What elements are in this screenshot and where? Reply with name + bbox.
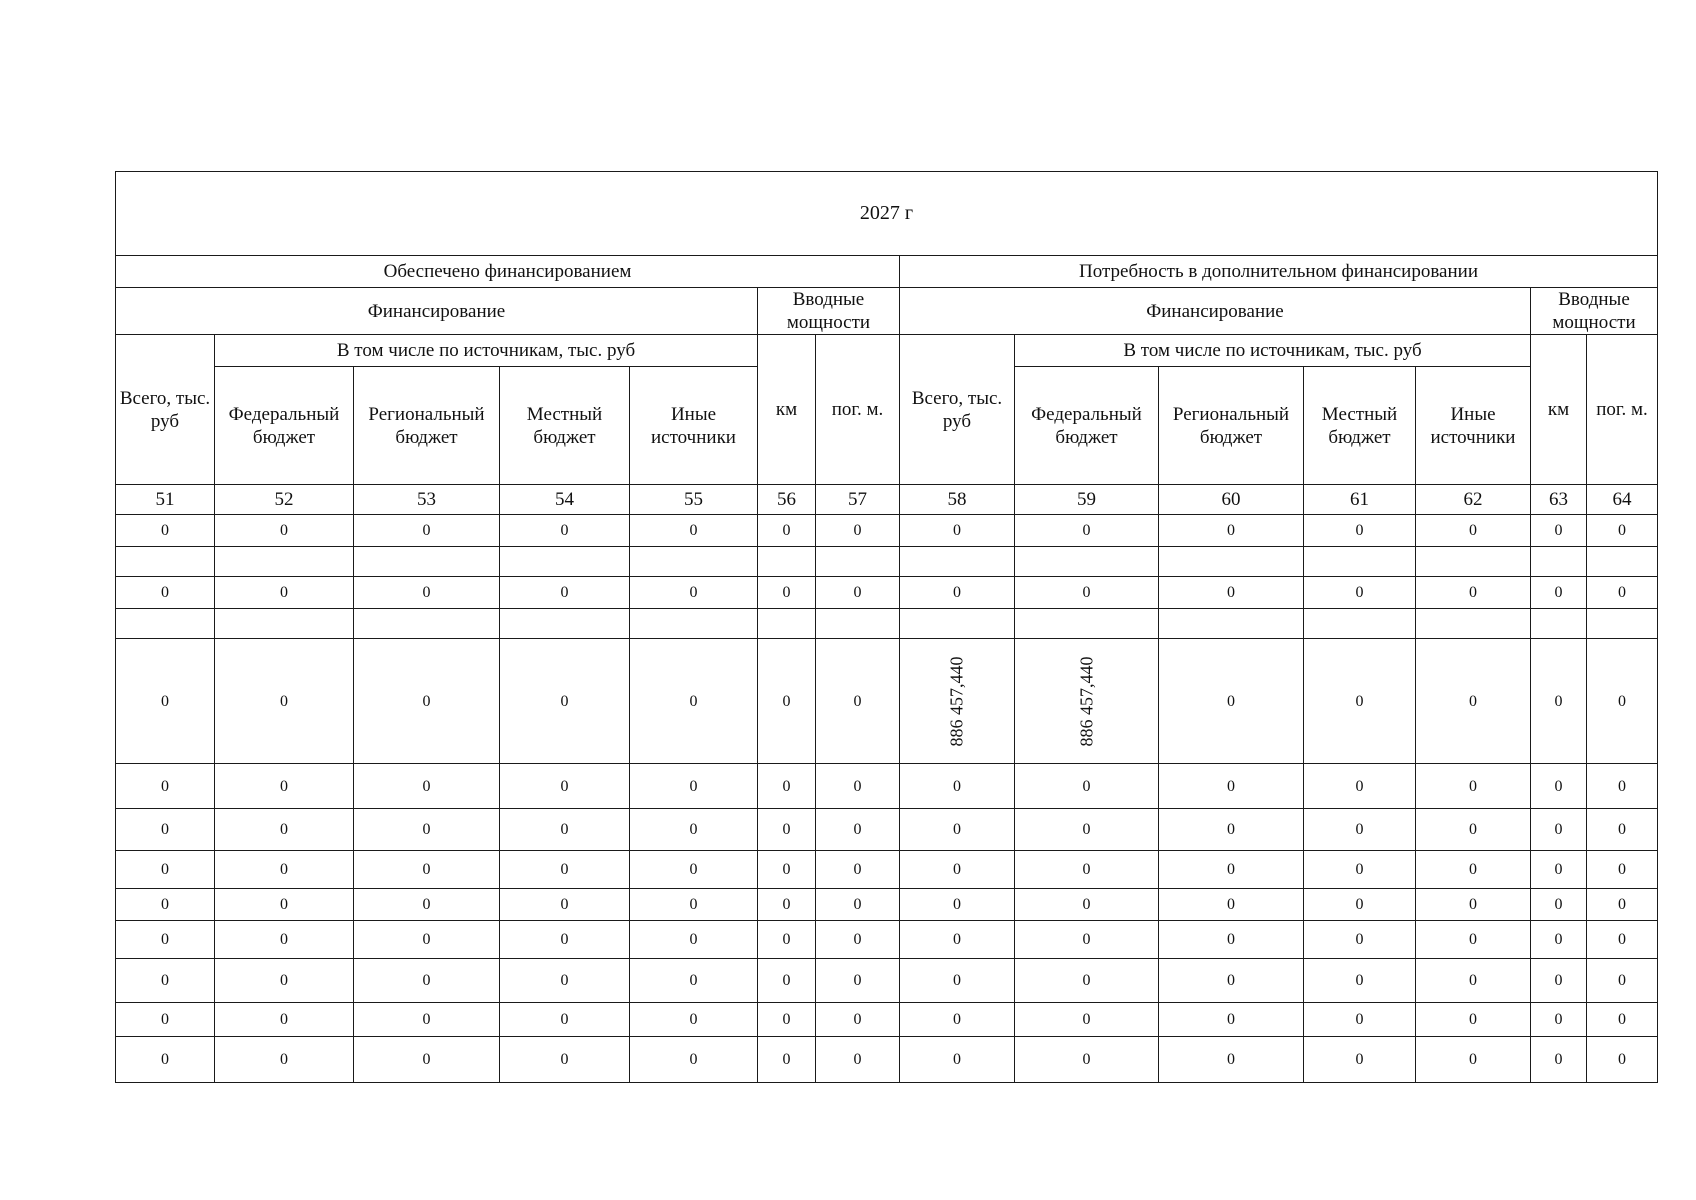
table-cell: 0 — [500, 639, 630, 764]
table-cell: 0 — [215, 639, 354, 764]
table-row — [116, 1037, 1658, 1083]
table-cell: 0 — [758, 921, 816, 959]
table-cell: 0 — [116, 1037, 215, 1083]
col-total-right: Всего, тыс. руб — [900, 335, 1015, 485]
table-cell: 0 — [1531, 959, 1587, 1003]
table-cell: 0 — [116, 577, 215, 609]
table-cell: 0 — [900, 1037, 1015, 1083]
table-cell: 0 — [354, 515, 500, 547]
table-cell — [116, 609, 215, 639]
table-cell: 0 — [1159, 889, 1304, 921]
table-cell — [758, 547, 816, 577]
table-cell: 0 — [758, 1037, 816, 1083]
table-cell: 0 — [1416, 809, 1531, 851]
table-cell: 0 — [1587, 851, 1658, 889]
table-cell: 0 — [354, 809, 500, 851]
table-cell — [900, 609, 1015, 639]
table-cell: 0 — [1531, 851, 1587, 889]
col-total-left: Всего, тыс. руб — [116, 335, 215, 485]
table-cell: 0 — [630, 851, 758, 889]
table-cell: 0 — [116, 515, 215, 547]
table-row — [116, 547, 1658, 577]
table-row — [116, 609, 1658, 639]
table-cell: 0 — [116, 851, 215, 889]
table-cell: 0 — [500, 577, 630, 609]
table-cell — [354, 547, 500, 577]
table-cell — [1531, 609, 1587, 639]
table-cell: 0 — [758, 851, 816, 889]
table-cell — [1015, 547, 1159, 577]
table-row — [116, 921, 1658, 959]
table-cell: 0 — [215, 764, 354, 809]
table-cell: 0 — [758, 764, 816, 809]
col-local-right: Местный бюджет — [1304, 367, 1416, 485]
table-cell: 0 — [816, 809, 900, 851]
table-cell — [816, 609, 900, 639]
col-number: 57 — [816, 485, 900, 515]
table-row — [116, 959, 1658, 1003]
table-cell: 0 — [1015, 889, 1159, 921]
table-cell: 0 — [816, 1037, 900, 1083]
table-cell: 0 — [354, 577, 500, 609]
table-cell: 0 — [816, 959, 900, 1003]
table-cell: 0 — [816, 515, 900, 547]
table-cell: 0 — [1416, 889, 1531, 921]
col-number: 55 — [630, 485, 758, 515]
table-cell: 0 — [1531, 921, 1587, 959]
table-cell: 0 — [1416, 1003, 1531, 1037]
table-cell: 0 — [630, 809, 758, 851]
table-cell: 0 — [1531, 889, 1587, 921]
table-cell: 0 — [1416, 577, 1531, 609]
table-cell: 0 — [1587, 959, 1658, 1003]
table-cell: 0 — [1304, 1037, 1416, 1083]
table-cell: 0 — [116, 764, 215, 809]
table-cell — [215, 547, 354, 577]
financing-table-frame — [115, 171, 1657, 1083]
table-cell: 0 — [1531, 1003, 1587, 1037]
table-cell — [1015, 609, 1159, 639]
table-cell: 0 — [354, 851, 500, 889]
table-cell: 0 — [1015, 1037, 1159, 1083]
table-cell: 0 — [816, 764, 900, 809]
table-cell — [630, 547, 758, 577]
table-cell — [354, 609, 500, 639]
col-pog-m-left: пог. м. — [816, 335, 900, 485]
table-cell: 0 — [1159, 1003, 1304, 1037]
table-cell: 0 — [1015, 1003, 1159, 1037]
table-cell: 0 — [215, 851, 354, 889]
section-secured: Обеспечено финансированием — [116, 256, 900, 288]
table-cell: 0 — [1531, 809, 1587, 851]
table-cell: 0 — [1304, 764, 1416, 809]
table-cell: 0 — [1587, 515, 1658, 547]
table-cell: 0 — [1159, 959, 1304, 1003]
col-km-right: км — [1531, 335, 1587, 485]
table-cell: 0 — [1587, 764, 1658, 809]
table-cell: 0 — [816, 921, 900, 959]
table-cell: 0 — [630, 764, 758, 809]
table-cell: 0 — [215, 1037, 354, 1083]
table-cell: 0 — [1587, 1003, 1658, 1037]
table-cell: 0 — [1015, 577, 1159, 609]
by-sources-left: В том числе по источникам, тыс. руб — [215, 335, 758, 367]
col-number: 58 — [900, 485, 1015, 515]
col-number: 53 — [354, 485, 500, 515]
col-federal-left: Федеральный бюджет — [215, 367, 354, 485]
col-km-left: км — [758, 335, 816, 485]
col-pog-m-right: пог. м. — [1587, 335, 1658, 485]
table-cell — [900, 547, 1015, 577]
table-cell: 0 — [500, 959, 630, 1003]
table-cell: 0 — [1304, 889, 1416, 921]
table-cell: 0 — [1159, 639, 1304, 764]
table-cell: 0 — [630, 959, 758, 1003]
table-cell: 0 — [1159, 577, 1304, 609]
table-cell — [1304, 609, 1416, 639]
table-cell: 0 — [1015, 851, 1159, 889]
column-number-row — [116, 485, 1658, 515]
table-cell: 0 — [1587, 1037, 1658, 1083]
table-cell — [1416, 609, 1531, 639]
table-cell: 0 — [900, 577, 1015, 609]
table-cell: 0 — [1159, 515, 1304, 547]
table-cell: 0 — [354, 1003, 500, 1037]
table-cell — [1159, 609, 1304, 639]
table-cell: 0 — [354, 959, 500, 1003]
table-cell: 0 — [1304, 1003, 1416, 1037]
table-cell: 0 — [1416, 959, 1531, 1003]
table-cell: 0 — [1416, 764, 1531, 809]
table-cell: 0 — [215, 1003, 354, 1037]
col-regional-left: Региональный бюджет — [354, 367, 500, 485]
data-rows — [116, 515, 1658, 1083]
table-cell: 0 — [758, 809, 816, 851]
table-cell: 0 — [116, 1003, 215, 1037]
table-cell — [500, 609, 630, 639]
table-cell: 0 — [1304, 851, 1416, 889]
table-cell: 0 — [500, 1037, 630, 1083]
table-cell: 0 — [1159, 851, 1304, 889]
table-cell: 0 — [354, 764, 500, 809]
table-cell: 0 — [116, 889, 215, 921]
table-cell: 0 — [500, 515, 630, 547]
table-cell: 0 — [500, 851, 630, 889]
section-needed: Потребность в дополнительном финансировании — [900, 256, 1658, 288]
table-cell: 0 — [900, 921, 1015, 959]
table-cell: 0 — [1531, 764, 1587, 809]
table-cell: 0 — [1531, 515, 1587, 547]
table-cell: 0 — [116, 959, 215, 1003]
table-cell: 0 — [900, 889, 1015, 921]
table-cell: 0 — [116, 639, 215, 764]
table-cell: 0 — [816, 577, 900, 609]
table-cell: 0 — [1304, 809, 1416, 851]
table-row — [116, 639, 1658, 764]
table-cell: 0 — [1159, 921, 1304, 959]
table-cell: 0 — [1304, 515, 1416, 547]
table-cell: 0 — [758, 959, 816, 1003]
table-cell — [1015, 639, 1159, 764]
table-cell: 0 — [1587, 577, 1658, 609]
table-cell: 0 — [900, 809, 1015, 851]
table-cell: 0 — [1416, 1037, 1531, 1083]
table-row — [116, 851, 1658, 889]
table-cell: 0 — [354, 1037, 500, 1083]
table-cell: 0 — [758, 639, 816, 764]
table-cell: 0 — [1159, 764, 1304, 809]
table-row — [116, 809, 1658, 851]
col-federal-right: Федеральный бюджет — [1015, 367, 1159, 485]
col-number: 54 — [500, 485, 630, 515]
table-cell: 0 — [630, 639, 758, 764]
table-cell: 0 — [1531, 577, 1587, 609]
table-cell: 0 — [900, 851, 1015, 889]
table-cell — [1587, 609, 1658, 639]
table-cell: 0 — [215, 809, 354, 851]
col-number: 63 — [1531, 485, 1587, 515]
cell-value-vertical: 886 457,440 — [1076, 656, 1096, 746]
financing-table — [115, 171, 1658, 1083]
table-cell — [500, 547, 630, 577]
col-number: 56 — [758, 485, 816, 515]
financing-label-right: Финансирование — [900, 288, 1531, 335]
col-number: 52 — [215, 485, 354, 515]
table-cell: 0 — [1587, 921, 1658, 959]
table-cell: 0 — [215, 921, 354, 959]
table-cell: 0 — [900, 959, 1015, 1003]
table-cell: 0 — [816, 639, 900, 764]
table-cell — [900, 639, 1015, 764]
table-cell: 0 — [1304, 921, 1416, 959]
table-cell: 0 — [1304, 959, 1416, 1003]
table-cell: 0 — [1531, 639, 1587, 764]
table-cell: 0 — [215, 577, 354, 609]
col-number: 61 — [1304, 485, 1416, 515]
financing-label-left: Финансирование — [116, 288, 758, 335]
table-cell: 0 — [1416, 921, 1531, 959]
table-cell: 0 — [1304, 577, 1416, 609]
table-cell: 0 — [1015, 515, 1159, 547]
table-row — [116, 515, 1658, 547]
table-cell: 0 — [816, 889, 900, 921]
table-cell: 0 — [500, 764, 630, 809]
table-cell — [758, 609, 816, 639]
table-cell: 0 — [630, 577, 758, 609]
col-other-right: Иные источники — [1416, 367, 1531, 485]
table-cell: 0 — [1531, 1037, 1587, 1083]
table-cell: 0 — [630, 889, 758, 921]
table-cell: 0 — [1304, 639, 1416, 764]
col-regional-right: Региональный бюджет — [1159, 367, 1304, 485]
table-cell: 0 — [1587, 809, 1658, 851]
col-number: 51 — [116, 485, 215, 515]
table-cell: 0 — [816, 851, 900, 889]
capacity-label-right: Вводные мощности — [1531, 288, 1658, 335]
table-cell: 0 — [1015, 959, 1159, 1003]
col-number: 59 — [1015, 485, 1159, 515]
table-cell: 0 — [500, 889, 630, 921]
table-cell: 0 — [1416, 639, 1531, 764]
table-cell — [1416, 547, 1531, 577]
capacity-label-left: Вводные мощности — [758, 288, 900, 335]
table-cell: 0 — [500, 1003, 630, 1037]
table-cell: 0 — [1015, 764, 1159, 809]
table-row — [116, 1003, 1658, 1037]
table-cell — [1587, 547, 1658, 577]
table-cell: 0 — [354, 639, 500, 764]
table-cell: 0 — [215, 959, 354, 1003]
table-cell: 0 — [900, 764, 1015, 809]
table-cell: 0 — [1015, 921, 1159, 959]
table-cell — [116, 547, 215, 577]
col-number: 60 — [1159, 485, 1304, 515]
table-cell — [215, 609, 354, 639]
table-cell: 0 — [758, 577, 816, 609]
table-cell: 0 — [354, 889, 500, 921]
table-cell: 0 — [116, 809, 215, 851]
table-cell: 0 — [900, 1003, 1015, 1037]
col-number: 64 — [1587, 485, 1658, 515]
table-cell: 0 — [1587, 889, 1658, 921]
table-cell — [630, 609, 758, 639]
table-cell: 0 — [1015, 809, 1159, 851]
table-cell: 0 — [500, 809, 630, 851]
table-cell: 0 — [630, 1037, 758, 1083]
table-cell: 0 — [1587, 639, 1658, 764]
table-row — [116, 764, 1658, 809]
table-row — [116, 889, 1658, 921]
table-cell: 0 — [354, 921, 500, 959]
table-cell — [816, 547, 900, 577]
table-cell: 0 — [758, 889, 816, 921]
table-cell: 0 — [215, 889, 354, 921]
table-cell: 0 — [758, 515, 816, 547]
table-cell: 0 — [816, 1003, 900, 1037]
table-cell: 0 — [500, 921, 630, 959]
col-number: 62 — [1416, 485, 1531, 515]
table-cell: 0 — [116, 921, 215, 959]
table-cell: 0 — [215, 515, 354, 547]
table-cell — [1531, 547, 1587, 577]
table-cell: 0 — [630, 515, 758, 547]
table-cell: 0 — [630, 921, 758, 959]
table-cell: 0 — [1159, 809, 1304, 851]
col-other-left: Иные источники — [630, 367, 758, 485]
table-cell: 0 — [1159, 1037, 1304, 1083]
table-cell: 0 — [1416, 851, 1531, 889]
table-row — [116, 577, 1658, 609]
by-sources-right: В том числе по источникам, тыс. руб — [1015, 335, 1531, 367]
table-cell: 0 — [900, 515, 1015, 547]
table-cell: 0 — [1416, 515, 1531, 547]
col-local-left: Местный бюджет — [500, 367, 630, 485]
year-title: 2027 г — [116, 172, 1658, 256]
table-cell — [1159, 547, 1304, 577]
table-cell: 0 — [630, 1003, 758, 1037]
table-cell: 0 — [758, 1003, 816, 1037]
table-cell — [1304, 547, 1416, 577]
cell-value-vertical: 886 457,440 — [946, 656, 967, 746]
